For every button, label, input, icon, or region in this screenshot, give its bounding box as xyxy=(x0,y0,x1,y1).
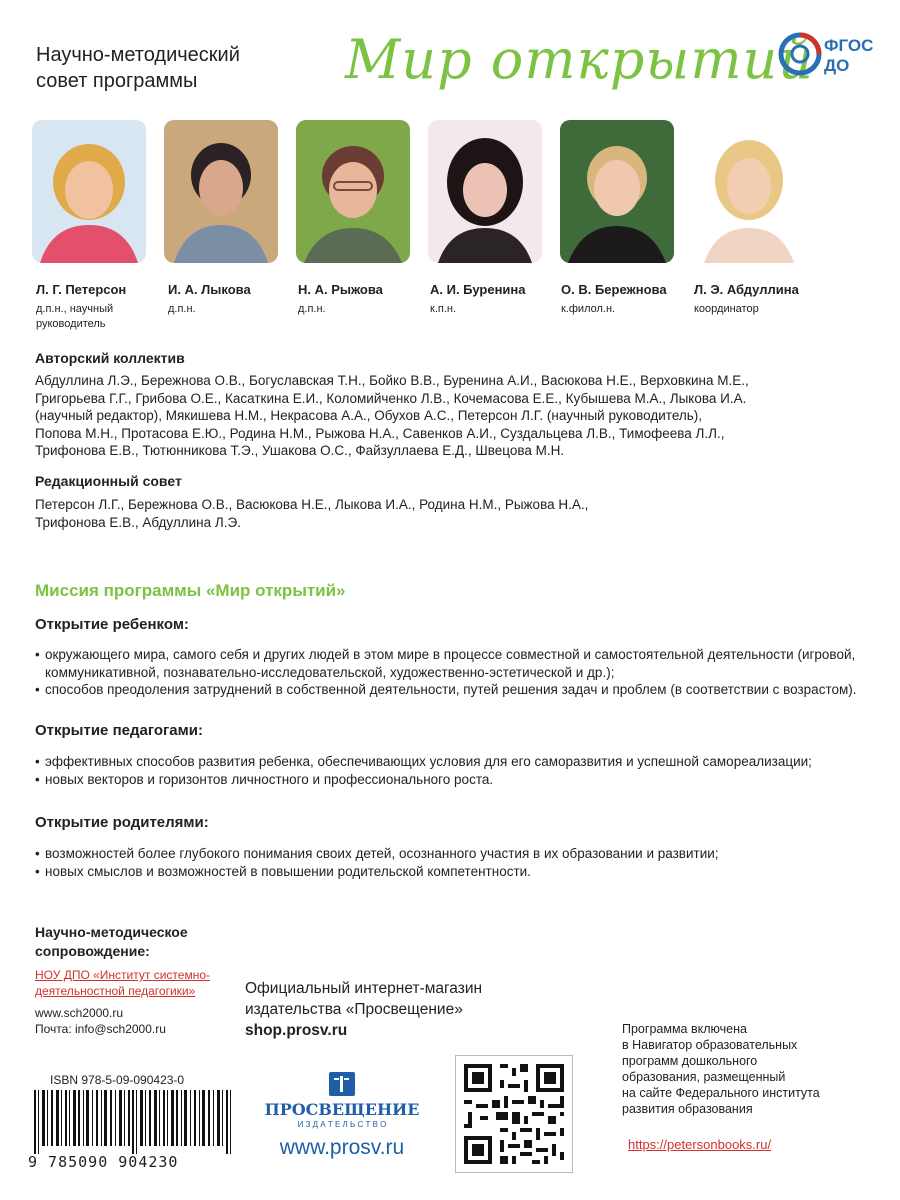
support-org: НОУ ДПО «Институт системно- деятельностной педагогики» www.sch2000.ru Почта: info@sch2000.ru xyxy=(35,967,265,1037)
child-list xyxy=(35,646,885,699)
publisher-sub: И З Д А Т Е Л Ь С Т В О xyxy=(297,1120,387,1129)
fgos-sublabel: ДО xyxy=(824,56,850,75)
fgos-logo-icon xyxy=(778,32,822,76)
list-item: • окружающего мира, самого себя и других людей в этом мире в процессе совместной и самостоятельной деятельности (игровой, коммуникативной, познавательно-исследовательской, художественно-эстетической и др.); xyxy=(35,646,885,681)
petersonbooks-link[interactable]: https://petersonbooks.ru/ xyxy=(628,1137,772,1152)
parent-heading: Открытие родителями: xyxy=(35,814,209,831)
list-item: • возможностей более глубокого понимания своих детей, осознанного участия в их образовании и развитии; xyxy=(35,845,885,863)
person-degree: д.п.н. xyxy=(168,303,196,315)
publisher-logo xyxy=(262,1068,422,1178)
isbn-text: ISBN 978-5-09-090423-0 xyxy=(50,1073,185,1087)
photo-burenina xyxy=(428,120,542,263)
list-item: • способов преодоления затруднений в собственной деятельности, путей решения задач и проблем (в соответствии с возрастом). xyxy=(35,681,885,699)
barcode-digits: 9 785090 904230 xyxy=(28,1153,179,1171)
council-photos xyxy=(32,120,872,265)
qr-code-icon xyxy=(456,1056,572,1172)
editorial-list: Петерсон Л.Г., Бережнова О.В., Васюкова Н.Е., Лыкова И.А., Родина Н.М., Рыжова Н.А., Трифонова Е.В., Абдуллина Л.Э. xyxy=(35,497,589,530)
photo-peterson xyxy=(32,120,146,263)
barcode-bars-icon xyxy=(28,1090,243,1154)
publisher-url[interactable]: www.prosv.ru xyxy=(279,1136,405,1159)
person-name: А. И. Буренина xyxy=(430,282,526,297)
person-name: О. В. Бережнова xyxy=(561,282,667,297)
support-mail[interactable]: Почта: info@sch2000.ru xyxy=(35,1022,166,1036)
qr-code xyxy=(455,1055,573,1173)
fgos-badge xyxy=(778,32,888,82)
photo-lykova xyxy=(164,120,278,263)
person-degree: к.п.н. xyxy=(430,303,457,315)
authors-list: Абдуллина Л.Э., Бережнова О.В., Богуславская Т.Н., Бойко В.В., Буренина А.И., Васюкова Н.Е., Верховкина М.Е., Григорьева Г.Г., Грибова О.Е., Касаткина Е.И., Коломийченко Л.В., Кочемасова Е.Е., Кубышева М.А., Лыкова И.А. (научный редактор), Мякишева Н.М., Некрасова А.А., Обухов А.С., Петерсон Л.Г. (научный руководитель), Попова М.Н., Протасова Е.Ю., Родина Н.М., Рыжова Н.А., Савенков А.И., Суздальцева Л.В., Тимофеева Л.Л., Трифонова Е.В., Тютюнникова Т.Э., Ушакова О.С., Файзуллаева Е.Д., Швецова М.Н. xyxy=(35,373,749,458)
list-item: • новых векторов и горизонтов личностного и профессионального роста. xyxy=(35,771,885,789)
shop-link[interactable]: shop.prosv.ru xyxy=(245,1022,348,1039)
person-name: Л. Г. Петерсон xyxy=(36,282,127,297)
barcode xyxy=(28,1073,248,1185)
council-title xyxy=(36,42,296,94)
photo-ryzhova xyxy=(296,120,410,263)
person-degree: координатор xyxy=(694,303,759,315)
mission-title: Миссия программы «Мир открытий» xyxy=(35,581,346,600)
person-degree: к.филол.н. xyxy=(561,303,616,315)
teacher-list xyxy=(35,753,885,788)
shop-block: Официальный интернет-магазин издательства «Просвещение» shop.prosv.ru xyxy=(245,980,483,1039)
council-title-line1: Научно-методический xyxy=(36,44,240,66)
support-heading: Научно-методическое сопровождение: xyxy=(35,924,188,959)
navigator-text: Программа включена в Навигатор образовательных программ дошкольного образования, размещенный на сайте Федерального института развития образования xyxy=(622,1022,820,1116)
person-name: И. А. Лыкова xyxy=(168,282,251,297)
support-site[interactable]: www.sch2000.ru xyxy=(35,1006,124,1020)
council-title-line2: совет программы xyxy=(36,70,198,92)
teacher-heading: Открытие педагогами: xyxy=(35,722,203,739)
brand-title: Мир открытий xyxy=(345,28,815,91)
authors-heading: Авторский коллектив xyxy=(35,350,185,366)
photo-berezhnova xyxy=(560,120,674,263)
fgos-label: ФГОС xyxy=(824,36,874,55)
person-degree: д.п.н. xyxy=(298,303,326,315)
editorial-heading: Редакционный совет xyxy=(35,473,182,489)
person-name: Л. Э. Абдуллина xyxy=(694,282,799,297)
publisher-name: ПРОСВЕЩЕНИЕ xyxy=(264,1100,420,1119)
list-item: • новых смыслов и возможностей в повышении родительской компетентности. xyxy=(35,863,885,881)
person-degree: д.п.н., научный руководитель xyxy=(36,303,114,330)
list-item: • эффективных способов развития ребенка, обеспечивающих условия для его саморазвития и успешной самореализации; xyxy=(35,753,885,771)
child-heading: Открытие ребенком: xyxy=(35,616,189,633)
publisher-book-icon xyxy=(327,1068,357,1098)
parent-list xyxy=(35,845,885,880)
photo-abdullina xyxy=(692,120,806,263)
person-name: Н. А. Рыжова xyxy=(298,282,383,297)
